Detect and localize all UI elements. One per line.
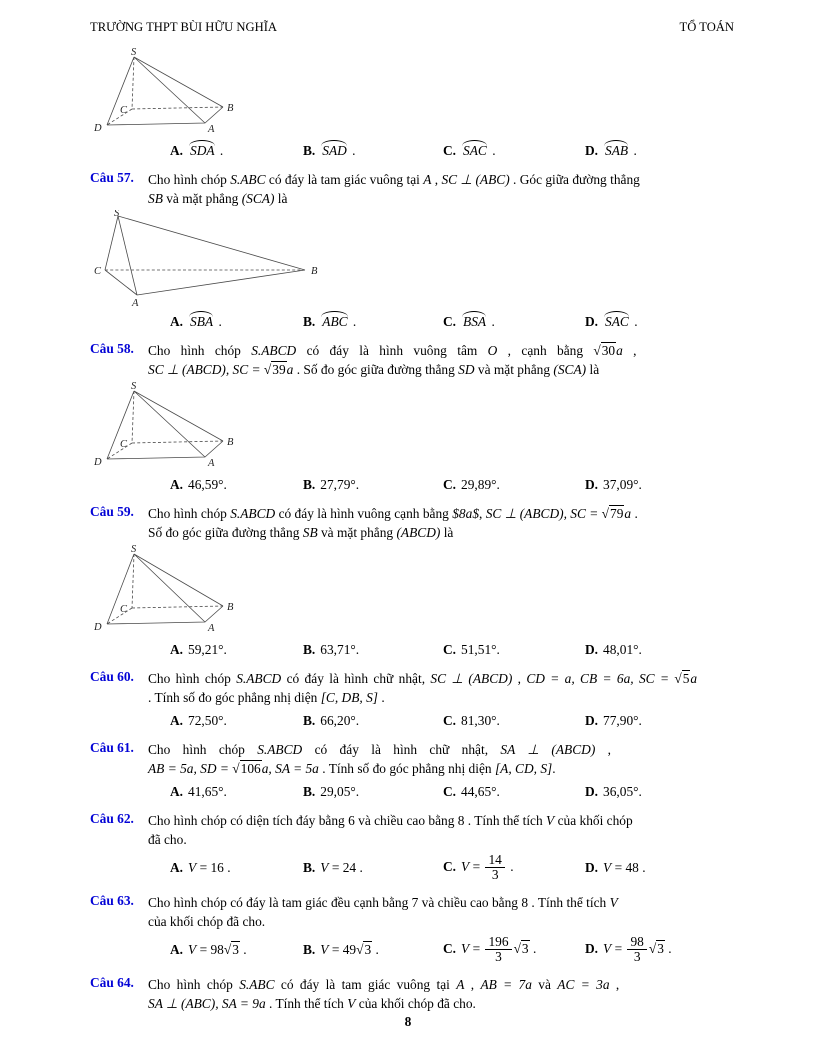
vertex-label-a: A [208, 623, 215, 634]
option-a: A. 72,50°. [170, 712, 227, 728]
question-text: Cho hình chóp có đáy là tam giác đều cạnh bằng 7 và chiều cao bằng 8 . Tính thể tích V [148, 894, 618, 910]
question-text: SC ⊥ (ABCD), SC = √39a . Số đo góc giữa đường thẳng SD và mặt phẳng (SCA) là [148, 362, 600, 377]
angle-hat: SBA [190, 313, 214, 329]
option-d-value: 48,01°. [603, 641, 642, 657]
angle-hat: SDA [190, 142, 215, 158]
vertex-label-d: D [94, 622, 102, 633]
tetrahedron-figure-q57 [94, 210, 322, 308]
question-text: SB và mặt phẳng (SCA) là [148, 191, 288, 206]
option-b: B. SAD . [303, 142, 356, 158]
question-56-partial [90, 47, 734, 161]
question-61 [90, 740, 734, 802]
square-root: √106 [232, 761, 261, 776]
option-b-value: 63,71°. [320, 641, 360, 657]
option-d: D. 36,05°. [585, 783, 642, 799]
square-root: √3 [356, 941, 372, 957]
option-a: A. V = 98√3 . [170, 941, 247, 957]
option-c-value: 51,51°. [461, 641, 500, 657]
vertex-label-c: C [120, 439, 128, 450]
vertex-label-a: A [208, 124, 215, 135]
question-text: Cho hình chóp có diện tích đáy bằng 6 và chiều cao bằng 8 . Tính thể tích V của khối chóp [148, 813, 633, 828]
question-text: Cho hình chóp S.ABCD có đáy là hình chữ nhật, SC ⊥ (ABCD) , CD = a, CB = 6a, SC = √5a [148, 671, 698, 686]
option-d-value: 77,90°. [603, 712, 642, 728]
option-a: A. SBA . [170, 313, 222, 329]
question-text: Số đo góc giữa đường thẳng SB và mặt phẳng (ABCD) là [148, 525, 454, 540]
square-root: √39 [263, 362, 286, 377]
angle-hat: SAC [463, 142, 487, 158]
fraction: $\frac{196}{3}$ [485, 935, 511, 965]
vertex-label-c: C [94, 266, 102, 277]
option-c: C. 29,89°. [443, 476, 500, 492]
angle-hat: SAB [605, 142, 629, 158]
square-root: √3 [223, 941, 239, 957]
vertex-label-c: C [120, 105, 128, 116]
question-63 [90, 893, 734, 966]
option-a-value: V = 16 . [188, 859, 231, 875]
answer-options [170, 474, 734, 495]
option-d: D. 77,90°. [585, 712, 642, 728]
pyramid-figure-q59 [94, 544, 236, 636]
vertex-label-s: S [131, 544, 137, 555]
vertex-label-s: S [114, 210, 120, 219]
option-d-value: SAC . [605, 313, 638, 329]
angle-hat: SAD [322, 142, 347, 158]
option-b-value: SAD . [322, 142, 356, 158]
vertex-label-d: D [94, 457, 102, 468]
option-c-value: V = $\frac{14}{3}$ . [461, 852, 514, 883]
option-b-value: 27,79°. [320, 476, 360, 492]
vertex-label-s: S [131, 47, 137, 58]
answer-options [170, 311, 734, 332]
option-b-value: 66,20°. [320, 712, 360, 728]
angle-hat: BSA [463, 313, 487, 329]
square-root: √30 [593, 343, 616, 358]
option-c: C. 44,65°. [443, 783, 500, 799]
option-b: B. ABC . [303, 313, 357, 329]
option-b-value: V = 24 . [320, 859, 363, 875]
answer-options [170, 140, 734, 161]
angle-hat: ABC [322, 313, 348, 329]
question-64 [90, 975, 734, 1013]
option-a-value: 72,50°. [188, 712, 227, 728]
question-text: Cho hình chóp S.ABCD có đáy là hình chữ nhật, SA ⊥ (ABCD) , [148, 742, 611, 757]
option-a-value: 59,21°. [188, 641, 227, 657]
question-60 [90, 669, 734, 731]
square-root: √3 [648, 940, 664, 956]
question-number: Câu 60. [90, 669, 134, 684]
option-b: B. 63,71°. [303, 641, 360, 657]
option-d-value: 36,05°. [603, 783, 642, 799]
option-a: A. SDA . [170, 142, 224, 158]
option-b-value: ABC . [322, 313, 357, 329]
answer-options [170, 639, 734, 660]
vertex-label-b: B [227, 602, 234, 613]
question-text: Cho hình chóp S.ABCD có đáy là hình vuông cạnh bằng $8a$, SC ⊥ (ABCD), SC = √79a . [148, 506, 638, 521]
option-b: B. 27,79°. [303, 476, 360, 492]
option-b: B. 66,20°. [303, 712, 360, 728]
angle-hat: SAC [605, 313, 629, 329]
option-c-value: BSA . [463, 313, 495, 329]
vertex-label-b: B [311, 266, 318, 277]
option-b: B. 29,05°. [303, 783, 360, 799]
option-d-value: V = 48 . [603, 859, 646, 875]
question-number: Câu 64. [90, 974, 134, 990]
option-a: A. 46,59°. [170, 476, 227, 492]
option-d-value: 37,09°. [603, 476, 642, 492]
option-a-value: SBA . [190, 313, 222, 329]
option-b: B. V = 24 . [303, 859, 363, 875]
page-number: 8 [404, 1014, 412, 1029]
question-text: . Tính số đo góc phẳng nhị diện [C, DB, S] . [148, 690, 385, 705]
vertex-label-s: S [131, 381, 137, 392]
question-text: đã cho. [148, 832, 187, 847]
option-c: C. V = $\frac{14}{3}$ . [443, 852, 514, 883]
vertex-label-d: D [94, 123, 102, 134]
answer-options [170, 934, 734, 966]
page-header [90, 20, 734, 35]
option-a-value: SDA . [190, 142, 224, 158]
question-number: Câu 61. [90, 740, 134, 755]
question-text: AB = 5a, SD = √106a, SA = 5a . Tính số đo góc phẳng nhị diện [A, CD, S]. [148, 761, 556, 776]
vertex-label-c: C [120, 604, 128, 615]
option-d: D. SAB . [585, 142, 637, 158]
option-a: A. V = 16 . [170, 859, 231, 875]
question-number: Câu 59. [90, 504, 134, 519]
square-root: √5 [674, 671, 690, 686]
vertex-label-b: B [227, 437, 234, 448]
option-a: A. 59,21°. [170, 641, 227, 657]
question-text: Cho hình chóp S.ABC có đáy là tam giác vuông tại A , AB = 7a và AC = 3a , [148, 976, 620, 992]
option-d: D. SAC . [585, 313, 638, 329]
question-number: Câu 58. [90, 341, 134, 356]
option-c: C. 81,30°. [443, 712, 500, 728]
option-a-value: 41,65°. [188, 783, 227, 799]
option-c-value: V = $\frac{196}{3}$ √3 . [461, 933, 537, 965]
option-b-value: V = 49√3 . [320, 941, 379, 957]
option-a: A. 41,65°. [170, 783, 227, 799]
question-58 [90, 341, 734, 495]
option-a-value: 46,59°. [188, 476, 227, 492]
pyramid-figure-q56 [94, 47, 236, 137]
option-b: B. V = 49√3 . [303, 941, 379, 957]
question-57 [90, 170, 734, 332]
vertex-label-b: B [227, 103, 234, 114]
question-number: Câu 63. [90, 892, 134, 908]
question-59 [90, 504, 734, 660]
option-c: C. V = $\frac{196}{3}$ √3 . [443, 933, 537, 965]
option-d-value: SAB . [605, 142, 637, 158]
option-d: D. V = $\frac{98}{3}$ √3 . [585, 933, 672, 965]
answer-options [170, 710, 734, 731]
vertex-label-a: A [208, 458, 215, 469]
option-c-value: 81,30°. [461, 712, 500, 728]
question-number: Câu 57. [90, 170, 134, 185]
option-a-value: V = 98√3 . [188, 941, 247, 957]
option-d: D. V = 48 . [585, 859, 646, 875]
option-d-value: V = $\frac{98}{3}$ √3 . [603, 933, 672, 965]
option-c: C. SAC . [443, 142, 496, 158]
option-c: C. BSA . [443, 313, 495, 329]
option-d: D. 48,01°. [585, 641, 642, 657]
question-text: Cho hình chóp S.ABC có đáy là tam giác vuông tại A , SC ⊥ (ABC) . Góc giữa đường thẳng [148, 172, 640, 187]
option-b-value: 29,05°. [320, 783, 360, 799]
header-school-name: TRƯỜNG THPT BÙI HỮU NGHĨA [90, 20, 277, 34]
question-text: SA ⊥ (ABC), SA = 9a . Tính thể tích V của khối chóp đã cho. [148, 995, 476, 1011]
square-root: √3 [513, 940, 529, 956]
option-c-value: 29,89°. [461, 476, 500, 492]
question-62 [90, 811, 734, 884]
vertex-label-a: A [132, 298, 139, 308]
option-d: D. 37,09°. [585, 476, 642, 492]
fraction: $\frac{98}{3}$ [627, 935, 646, 965]
option-c-value: 44,65°. [461, 783, 500, 799]
fraction: $\frac{14}{3}$ [485, 853, 504, 883]
header-department: TỔ TOÁN [679, 20, 734, 34]
square-root: √79 [601, 506, 624, 521]
pyramid-figure-q58 [94, 381, 236, 471]
question-text: Cho hình chóp S.ABCD có đáy là hình vuông tâm O , cạnh bằng √30a , [148, 343, 637, 358]
question-text: của khối chóp đã cho. [148, 913, 266, 929]
answer-options [170, 852, 734, 884]
question-number: Câu 62. [90, 811, 134, 826]
answer-options [170, 781, 734, 802]
option-c: C. 51,51°. [443, 641, 500, 657]
option-c-value: SAC . [463, 142, 496, 158]
